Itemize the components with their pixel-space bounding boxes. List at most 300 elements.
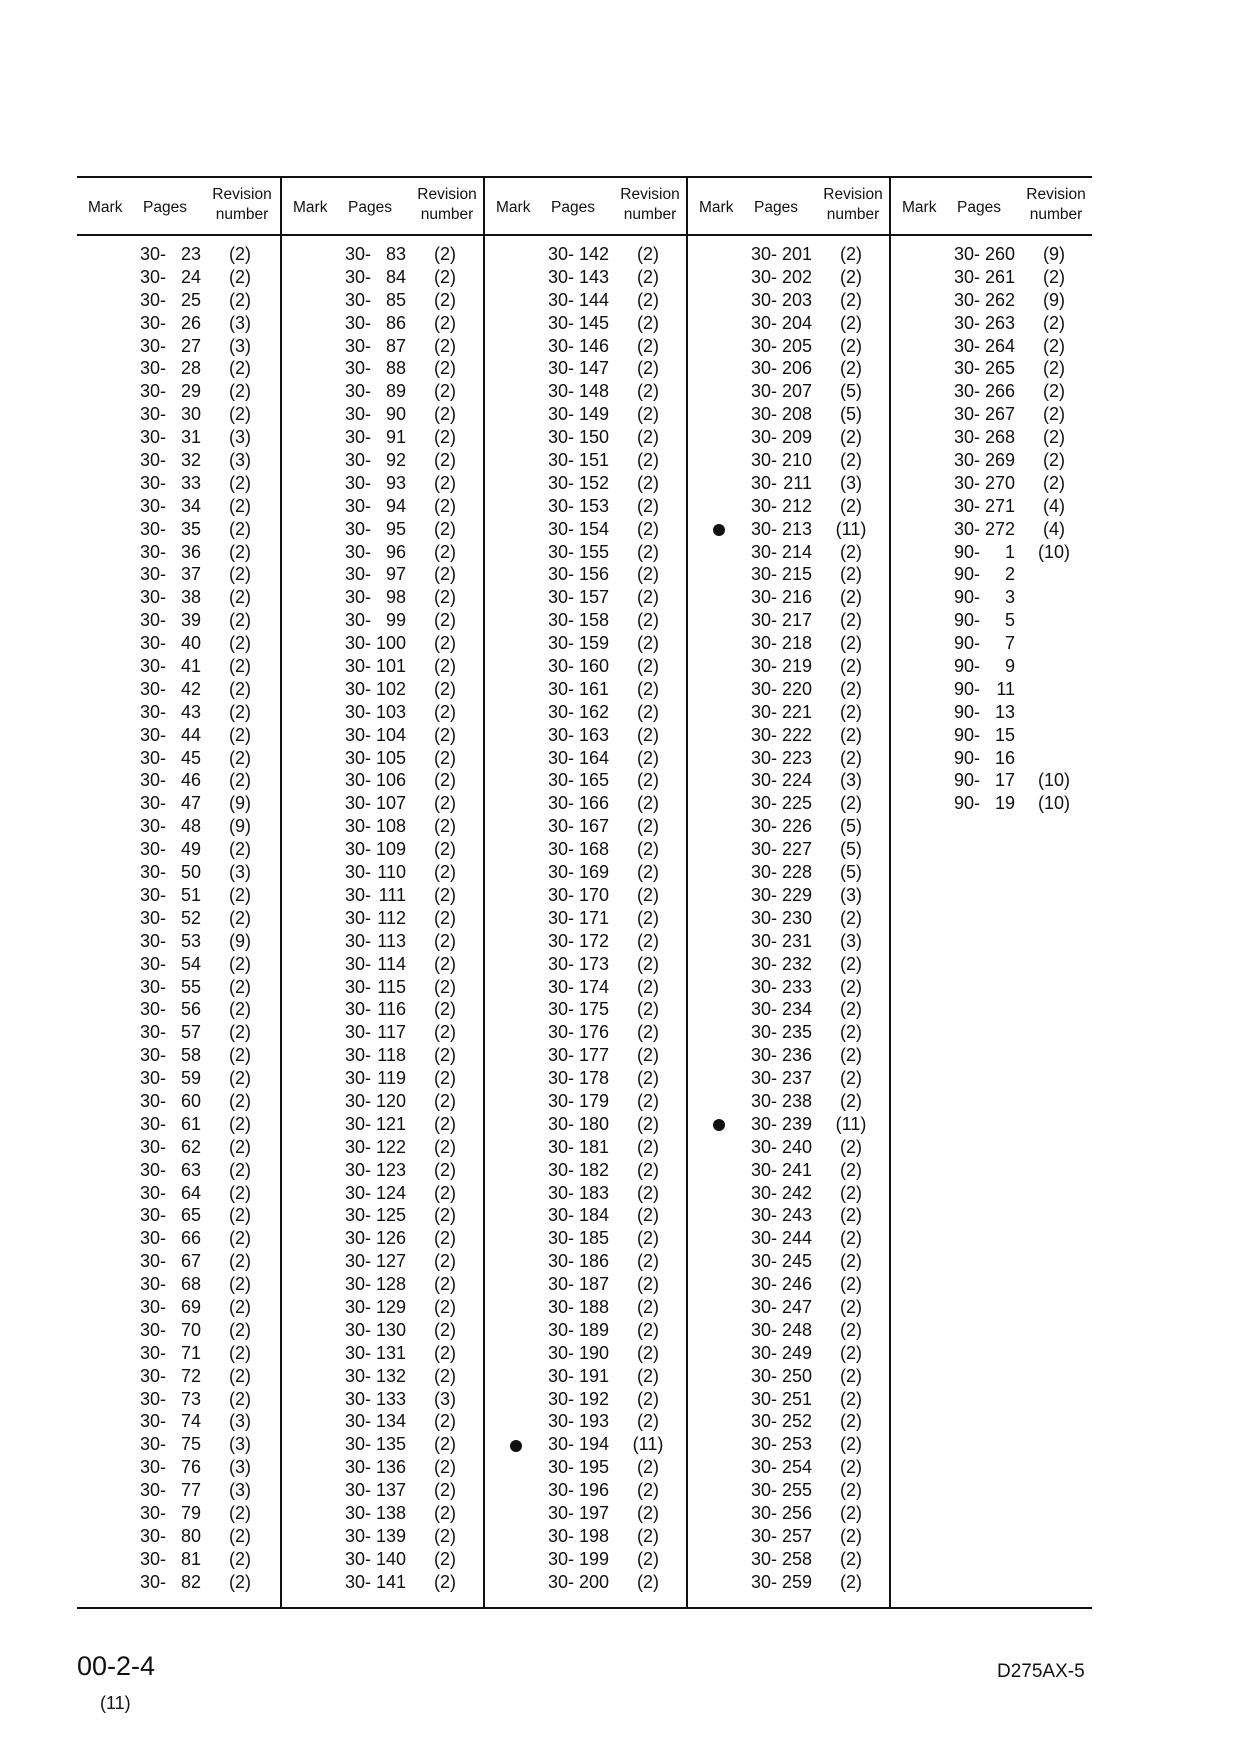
page-number-cell: 211 [783, 472, 812, 493]
revision-cell: (2) [434, 335, 456, 356]
table-row [77, 815, 280, 838]
revision-cell: (2) [434, 472, 456, 493]
page-prefix: 30- [140, 976, 167, 997]
page-number-cell: 239 [781, 1113, 812, 1134]
page-number-cell: 106 [375, 770, 406, 791]
page-number-cell: 95 [385, 518, 406, 539]
table-row [77, 289, 280, 312]
revision-cell: (2) [229, 678, 251, 699]
table-row [688, 1502, 889, 1525]
page-prefix: 30- [751, 1090, 778, 1111]
page-number-cell: 152 [578, 472, 609, 493]
revision-cell: (2) [229, 1342, 251, 1363]
page-prefix: 30- [954, 312, 981, 333]
revision-cell: (3) [229, 1457, 251, 1478]
table-row [77, 357, 280, 380]
page-number-cell: 161 [578, 678, 609, 699]
page-number-cell: 134 [375, 1411, 406, 1432]
table-column-group [686, 178, 889, 1607]
page-number-cell: 124 [375, 1182, 406, 1203]
page-number-cell: 123 [375, 1159, 406, 1180]
page-prefix: 30- [345, 953, 372, 974]
table-row [77, 1388, 280, 1411]
page-prefix: 30- [954, 335, 981, 356]
page-prefix: 30- [140, 839, 167, 860]
header-revision [415, 185, 479, 225]
table-row [77, 1548, 280, 1571]
page-number-cell: 246 [781, 1274, 812, 1295]
table-row [688, 1090, 889, 1113]
revision-cell: (2) [840, 747, 862, 768]
table-row [77, 930, 280, 953]
page-number-cell: 241 [781, 1159, 812, 1180]
page-number-cell: 141 [375, 1571, 406, 1592]
table-row [282, 1136, 483, 1159]
page-prefix: 30- [140, 953, 167, 974]
page-prefix: 30- [345, 358, 372, 379]
table-row [485, 518, 686, 541]
page-number-cell: 99 [385, 610, 406, 631]
revision-cell: (2) [229, 1525, 251, 1546]
page-prefix: 30- [140, 1022, 167, 1043]
revision-cell: (2) [229, 999, 251, 1020]
table-row [485, 747, 686, 770]
page-number-cell: 60 [180, 1090, 201, 1111]
table-row [485, 1433, 686, 1456]
page-number-cell: 201 [781, 244, 812, 264]
revision-cell: (2) [434, 884, 456, 905]
revision-cell: (2) [229, 1136, 251, 1157]
page-number-cell: 214 [781, 541, 812, 562]
revision-cell: (2) [840, 1434, 862, 1455]
table-row [891, 403, 1092, 426]
table-row [282, 609, 483, 632]
page-prefix: 90- [954, 564, 981, 585]
revision-cell: (2) [637, 1365, 659, 1386]
page-prefix: 30- [751, 976, 778, 997]
header-revision [618, 185, 682, 225]
page-prefix: 30- [548, 770, 575, 791]
page-prefix: 30- [140, 1251, 167, 1272]
page-prefix: 90- [954, 633, 981, 654]
table-row [77, 769, 280, 792]
revision-cell: (5) [840, 404, 862, 425]
revision-cell: (2) [637, 1296, 659, 1317]
page-prefix: 30- [954, 289, 981, 310]
page-prefix: 30- [548, 656, 575, 677]
revision-cell: (2) [229, 1502, 251, 1523]
table-row [891, 701, 1092, 724]
header-revision-line2: number [1029, 206, 1083, 223]
page-prefix: 30- [345, 381, 372, 402]
page-number-cell: 2 [1004, 564, 1015, 585]
page-prefix: 30- [140, 724, 167, 745]
revision-cell: (2) [229, 244, 251, 264]
page-number-cell: 113 [377, 930, 406, 951]
revision-cell: (2) [434, 976, 456, 997]
page-number-cell: 242 [781, 1182, 812, 1203]
table-row [282, 426, 483, 449]
page-number-cell: 271 [984, 495, 1015, 516]
page-prefix: 30- [140, 1159, 167, 1180]
page-prefix: 30- [954, 472, 981, 493]
revision-cell: (5) [840, 816, 862, 837]
page-prefix: 30- [345, 633, 372, 654]
revision-cell: (2) [434, 678, 456, 699]
page-prefix: 30- [954, 266, 981, 287]
page-number-cell: 168 [578, 839, 609, 860]
page-prefix: 30- [345, 1502, 372, 1523]
revision-cell: (2) [434, 495, 456, 516]
revision-cell: (2) [637, 427, 659, 448]
page-number-cell: 119 [377, 1068, 406, 1089]
table-row [485, 426, 686, 449]
page-prefix: 30- [548, 1434, 575, 1455]
table-row [688, 403, 889, 426]
page-prefix: 30- [548, 1159, 575, 1180]
revision-cell: (2) [434, 312, 456, 333]
page-number-cell: 115 [377, 976, 406, 997]
page-prefix: 30- [751, 1136, 778, 1157]
revision-cell: (2) [229, 839, 251, 860]
revision-cell: (3) [840, 884, 862, 905]
page-prefix: 30- [140, 1113, 167, 1134]
revision-cell: (2) [840, 541, 862, 562]
table-row [485, 1204, 686, 1227]
table-row [688, 1319, 889, 1342]
page-number-cell: 92 [385, 450, 406, 471]
table-row [77, 1021, 280, 1044]
revision-cell: (2) [434, 1434, 456, 1455]
revision-cell: (2) [637, 1274, 659, 1295]
revision-cell: (2) [637, 884, 659, 905]
table-row [77, 976, 280, 999]
page-prefix: 30- [548, 816, 575, 837]
page-number-cell: 228 [781, 862, 812, 883]
page-prefix: 30- [345, 495, 372, 516]
page-number-cell: 266 [984, 381, 1015, 402]
page-prefix: 30- [548, 427, 575, 448]
page-prefix: 90- [954, 610, 981, 631]
page-prefix: 30- [140, 1274, 167, 1295]
table-row [282, 792, 483, 815]
page-number-cell: 108 [375, 816, 406, 837]
revision-cell: (2) [637, 450, 659, 471]
page-number-cell: 29 [180, 381, 201, 402]
revision-cell: (2) [1043, 450, 1065, 471]
revision-cell: (2) [840, 1411, 862, 1432]
page-prefix: 30- [751, 289, 778, 310]
page-prefix: 30- [140, 1502, 167, 1523]
page-prefix: 30- [140, 1296, 167, 1317]
revision-cell: (2) [229, 266, 251, 287]
table-row [282, 266, 483, 289]
table-row [77, 541, 280, 564]
page-number-cell: 53 [180, 930, 201, 951]
revision-cell: (2) [229, 770, 251, 791]
table-row [688, 1273, 889, 1296]
page-number-cell: 192 [578, 1388, 609, 1409]
revision-cell: (2) [229, 358, 251, 379]
revision-cell: (2) [229, 1388, 251, 1409]
table-row [282, 586, 483, 609]
table-row [891, 472, 1092, 495]
revision-cell: (2) [840, 1022, 862, 1043]
revision-cell: (2) [637, 907, 659, 928]
page-prefix: 30- [751, 1365, 778, 1386]
page-number-cell: 247 [781, 1296, 812, 1317]
table-row [282, 998, 483, 1021]
page-number-cell: 224 [781, 770, 812, 791]
page-prefix: 30- [548, 1068, 575, 1089]
revision-cell: (2) [840, 1365, 862, 1386]
page-number-cell: 94 [385, 495, 406, 516]
table-row [282, 1456, 483, 1479]
table-row [485, 1342, 686, 1365]
header-pages: Pages [348, 199, 392, 216]
table-row [77, 563, 280, 586]
table-row [688, 632, 889, 655]
table-row [282, 1067, 483, 1090]
revision-cell: (2) [434, 1457, 456, 1478]
revision-cell: (2) [229, 1113, 251, 1134]
table-row [891, 724, 1092, 747]
table-row [688, 518, 889, 541]
page-prefix: 30- [751, 770, 778, 791]
page-prefix: 30- [345, 884, 372, 905]
revision-cell: (2) [229, 1228, 251, 1249]
page-number-cell: 36 [180, 541, 201, 562]
page-number-cell: 57 [180, 1022, 201, 1043]
page-prefix: 30- [548, 1319, 575, 1340]
page-number-cell: 63 [180, 1159, 201, 1180]
revision-cell: (2) [637, 724, 659, 745]
revision-cell: (2) [637, 1159, 659, 1180]
page-number-cell: 164 [578, 747, 609, 768]
page-prefix: 30- [140, 656, 167, 677]
page-prefix: 90- [954, 770, 981, 791]
page-number-cell: 145 [578, 312, 609, 333]
revision-cell: (2) [637, 1571, 659, 1592]
revision-cell: (4) [1043, 518, 1065, 539]
column-header [891, 178, 1092, 236]
table-row [688, 1388, 889, 1411]
page-prefix: 30- [345, 656, 372, 677]
page-prefix: 30- [140, 564, 167, 585]
revision-cell: (3) [229, 335, 251, 356]
page-number-cell: 259 [781, 1571, 812, 1592]
page-number-cell: 210 [781, 450, 812, 471]
header-revision-line2: number [623, 206, 677, 223]
page-prefix: 90- [954, 747, 981, 768]
page-prefix: 30- [345, 999, 372, 1020]
revision-cell: (2) [229, 1159, 251, 1180]
header-pages: Pages [143, 199, 187, 216]
table-row [77, 1273, 280, 1296]
revision-cell: (2) [840, 1319, 862, 1340]
page-number-cell: 238 [781, 1090, 812, 1111]
page-prefix: 30- [345, 450, 372, 471]
page-prefix: 30- [140, 312, 167, 333]
page-number-cell: 55 [180, 976, 201, 997]
table-row [77, 953, 280, 976]
page-prefix: 30- [140, 678, 167, 699]
revision-cell: (9) [1043, 289, 1065, 310]
revision-cell: (2) [840, 312, 862, 333]
page-prefix: 30- [954, 244, 981, 264]
table-row [891, 632, 1092, 655]
page-number-cell: 56 [180, 999, 201, 1020]
table-row [891, 655, 1092, 678]
revision-cell: (2) [840, 358, 862, 379]
page-number-cell: 61 [180, 1113, 201, 1134]
page-prefix: 30- [345, 1090, 372, 1111]
revision-cell: (2) [840, 678, 862, 699]
page-prefix: 30- [345, 1136, 372, 1157]
page-number-cell: 230 [781, 907, 812, 928]
page-prefix: 30- [345, 289, 372, 310]
page-prefix: 30- [140, 1411, 167, 1432]
page-prefix: 30- [751, 1251, 778, 1272]
page-number-cell: 32 [180, 450, 201, 471]
revision-cell: (2) [840, 266, 862, 287]
revision-cell: (2) [229, 701, 251, 722]
page-number-cell: 154 [578, 518, 609, 539]
table-row [485, 953, 686, 976]
table-row [77, 1090, 280, 1113]
page-number-cell: 91 [385, 427, 406, 448]
page-prefix: 30- [751, 953, 778, 974]
table-row [485, 1319, 686, 1342]
page-prefix: 30- [345, 266, 372, 287]
page-number-cell: 97 [385, 564, 406, 585]
page-prefix: 30- [345, 587, 372, 608]
revision-cell: (2) [434, 1319, 456, 1340]
revision-cell: (2) [434, 656, 456, 677]
page-number-cell: 225 [781, 793, 812, 814]
page-number-cell: 188 [578, 1296, 609, 1317]
page-prefix: 30- [751, 1457, 778, 1478]
page-number-cell: 221 [781, 701, 812, 722]
mark-cell [688, 1113, 750, 1136]
page-number-cell: 42 [180, 678, 201, 699]
page-number-cell: 248 [781, 1319, 812, 1340]
page-prefix: 30- [548, 312, 575, 333]
page-prefix: 30- [140, 518, 167, 539]
revision-cell: (3) [229, 862, 251, 883]
table-row [485, 335, 686, 358]
revision-cell: (2) [1043, 358, 1065, 379]
page-number-cell: 3 [1004, 587, 1015, 608]
revision-cell: (3) [840, 930, 862, 951]
page-prefix: 30- [751, 1502, 778, 1523]
page-number-cell: 158 [578, 610, 609, 631]
page-prefix: 30- [751, 541, 778, 562]
page-prefix: 30- [345, 862, 372, 883]
revision-cell: (2) [229, 404, 251, 425]
page-number-cell: 116 [377, 999, 406, 1020]
page-number-cell: 101 [375, 656, 406, 677]
revision-cell: (2) [434, 1022, 456, 1043]
page-number-cell: 131 [375, 1342, 406, 1363]
page-prefix: 30- [548, 404, 575, 425]
page-prefix: 30- [140, 1571, 167, 1592]
page-number-cell: 49 [180, 839, 201, 860]
revision-cell: (2) [637, 656, 659, 677]
page-prefix: 30- [345, 1342, 372, 1363]
table-row [77, 701, 280, 724]
revision-cell: (2) [434, 564, 456, 585]
page-prefix: 30- [140, 816, 167, 837]
revision-cell: (2) [637, 1251, 659, 1272]
page-prefix: 30- [345, 1228, 372, 1249]
revision-cell: (2) [637, 1388, 659, 1409]
revision-cell: (2) [637, 358, 659, 379]
page-number-cell: 30 [180, 404, 201, 425]
page-number-cell: 177 [578, 1045, 609, 1066]
revision-cell: (10) [1037, 793, 1070, 814]
revision-cell: (4) [1043, 495, 1065, 516]
table-row [485, 1113, 686, 1136]
page-number-cell: 81 [180, 1548, 201, 1569]
page-prefix: 30- [548, 1411, 575, 1432]
page-number-cell: 151 [578, 450, 609, 471]
page-prefix: 30- [548, 1090, 575, 1111]
page-prefix: 30- [548, 1274, 575, 1295]
revision-cell: (2) [637, 495, 659, 516]
table-row [282, 1296, 483, 1319]
table-row [485, 1296, 686, 1319]
table-row [282, 1044, 483, 1067]
table-row [485, 1410, 686, 1433]
table-column-group [889, 178, 1092, 1607]
revision-cell: (2) [840, 1502, 862, 1523]
page-prefix: 30- [345, 404, 372, 425]
revision-cell: (2) [637, 564, 659, 585]
page-number-cell: 149 [578, 404, 609, 425]
revision-cell: (2) [434, 1274, 456, 1295]
header-revision-line2: number [420, 206, 474, 223]
page-prefix: 30- [751, 1045, 778, 1066]
revision-cell: (2) [637, 953, 659, 974]
table-row [688, 792, 889, 815]
revision-cell: (2) [637, 930, 659, 951]
page-number-cell: 45 [180, 747, 201, 768]
table-row [688, 1204, 889, 1227]
page-number-cell: 186 [578, 1251, 609, 1272]
table-row [282, 1433, 483, 1456]
revision-cell: (2) [840, 1342, 862, 1363]
table-row [282, 403, 483, 426]
page-number-cell: 245 [781, 1251, 812, 1272]
revision-cell: (2) [637, 1525, 659, 1546]
table-row [485, 1090, 686, 1113]
revision-cell: (2) [229, 1319, 251, 1340]
table-row [282, 1090, 483, 1113]
page-prefix: 30- [751, 907, 778, 928]
page-prefix: 30- [140, 1480, 167, 1501]
page-prefix: 30- [345, 564, 372, 585]
table-row [688, 1410, 889, 1433]
revision-cell: (2) [434, 1502, 456, 1523]
revision-cell: (2) [637, 1411, 659, 1432]
page-number-cell: 28 [180, 358, 201, 379]
table-row [485, 609, 686, 632]
table-row [688, 724, 889, 747]
page-prefix: 30- [751, 427, 778, 448]
page-prefix: 30- [751, 312, 778, 333]
page-number-cell: 227 [781, 839, 812, 860]
